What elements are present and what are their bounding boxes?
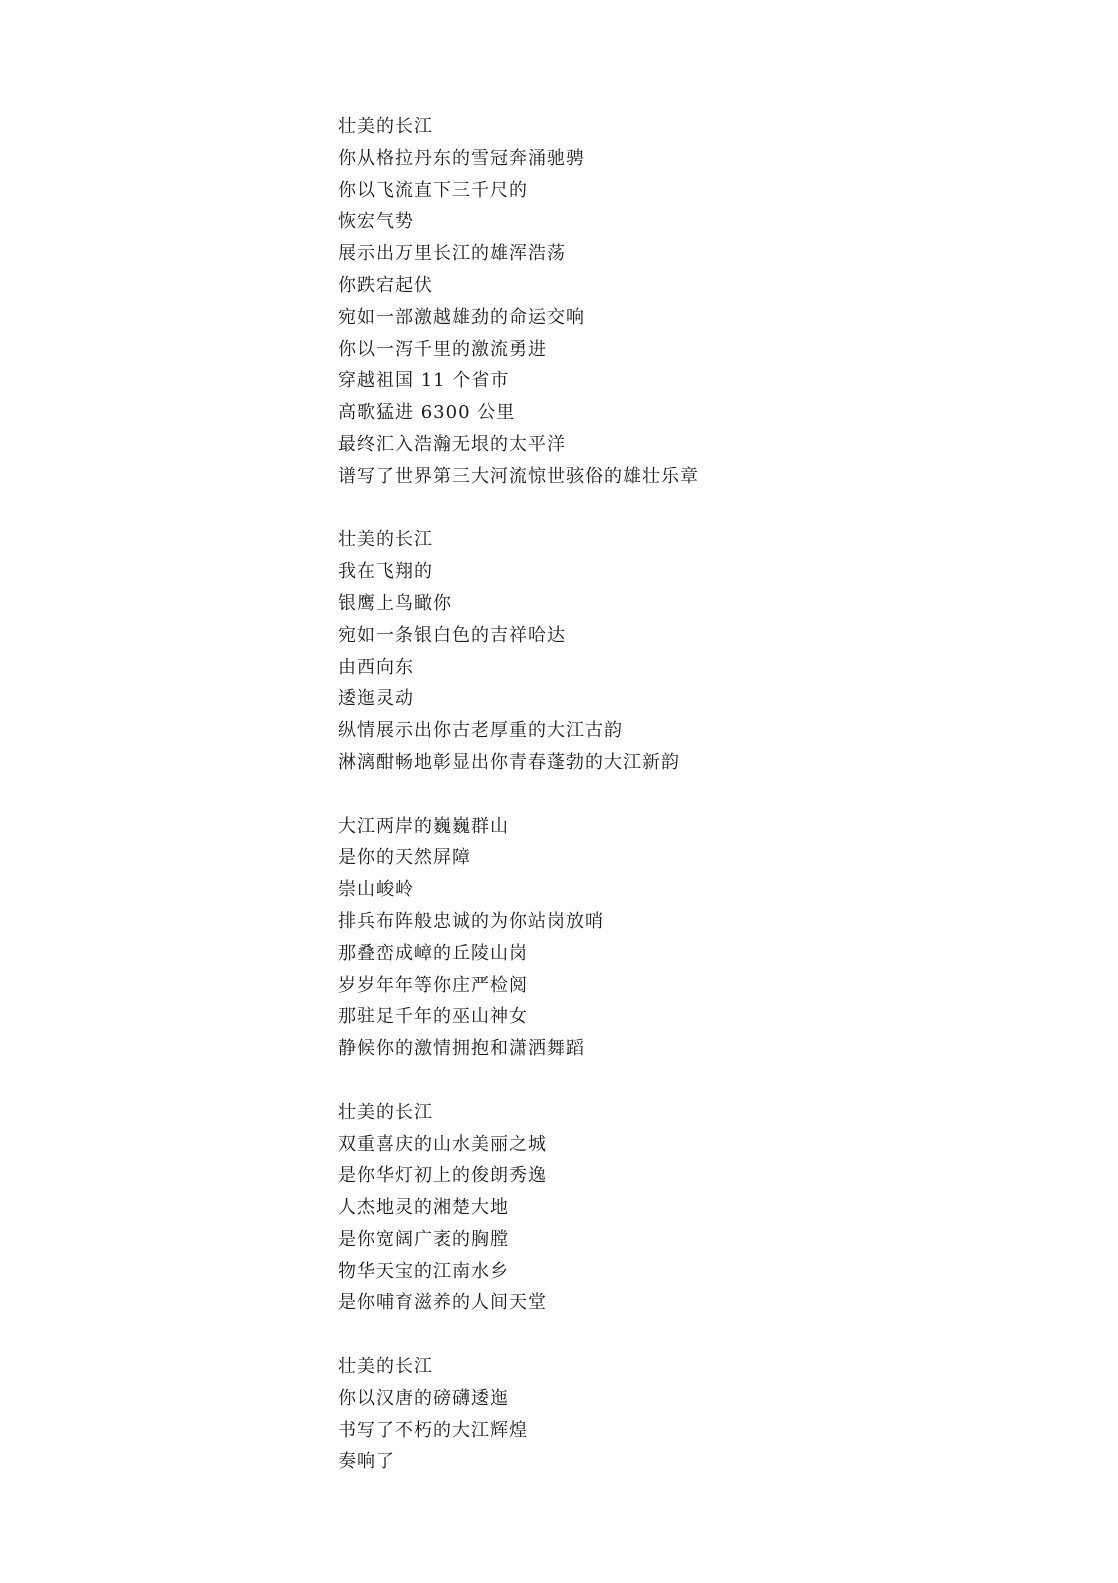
poem-line: 展示出万里长江的雄浑浩荡 — [338, 243, 566, 265]
poem-line: 宛如一条银白色的吉祥哈达 — [338, 624, 566, 646]
poem-line: 由西向东 — [338, 656, 414, 678]
poem-line: 壮美的长江 — [338, 529, 433, 551]
poem-line: 你以飞流直下三千尺的 — [338, 179, 528, 201]
poem-line: 逶迤灵动 — [338, 688, 414, 710]
poem-line: 你以一泻千里的激流勇进 — [338, 338, 547, 360]
stanza-2 — [338, 524, 1038, 778]
poem-line: 奏响了 — [338, 1451, 395, 1473]
poem-line: 壮美的长江 — [338, 1356, 433, 1378]
poem-line: 恢宏气势 — [338, 211, 414, 233]
poem-line: 崇山峻岭 — [338, 879, 414, 901]
poem-line: 最终汇入浩瀚无垠的太平洋 — [338, 433, 566, 455]
poem-line: 人杰地灵的湘楚大地 — [338, 1197, 509, 1219]
poem-line: 是你的天然屏障 — [338, 847, 471, 869]
poem-line: 大江两岸的巍巍群山 — [338, 815, 509, 837]
poem-line: 穿越祖国 11 个省市 — [338, 370, 510, 392]
poem-line: 是你宽阔广袤的胸膛 — [338, 1228, 509, 1250]
stanza-3 — [338, 811, 1038, 1065]
stanza-4 — [338, 1097, 1038, 1320]
poem-line: 那叠峦成嶂的丘陵山岗 — [338, 942, 528, 964]
poem-line: 宛如一部激越雄劲的命运交响 — [338, 306, 585, 328]
poem-line: 岁岁年年等你庄严检阅 — [338, 974, 528, 996]
poem-body — [338, 111, 1038, 1510]
stanza-5 — [338, 1351, 1038, 1478]
poem-line: 静候你的激情拥抱和潇洒舞蹈 — [338, 1038, 585, 1060]
poem-line: 谱写了世界第三大河流惊世骇俗的雄壮乐章 — [338, 465, 699, 487]
stanza-1 — [338, 111, 1038, 493]
poem-line: 那驻足千年的巫山神女 — [338, 1006, 528, 1028]
poem-line: 银鹰上鸟瞰你 — [338, 592, 452, 614]
poem-line: 书写了不朽的大江辉煌 — [338, 1419, 528, 1441]
poem-line: 是你哺育滋养的人间天堂 — [338, 1292, 547, 1314]
poem-line: 壮美的长江 — [338, 116, 433, 137]
poem-line: 高歌猛进 6300 公里 — [338, 402, 516, 424]
poem-line: 我在飞翔的 — [338, 561, 433, 583]
poem-line: 你跌宕起伏 — [338, 274, 433, 296]
poem-line: 纵情展示出你古老厚重的大江古韵 — [338, 720, 623, 742]
poem-line: 排兵布阵般忠诚的为你站岗放哨 — [338, 910, 604, 932]
poem-line: 淋漓酣畅地彰显出你青春蓬勃的大江新韵 — [338, 751, 680, 773]
poem-line: 壮美的长江 — [338, 1101, 433, 1123]
poem-line: 物华天宝的江南水乡 — [338, 1260, 509, 1282]
poem-line: 你从格拉丹东的雪冠奔涌驰骋 — [338, 147, 585, 169]
poem-line: 是你华灯初上的俊朗秀逸 — [338, 1165, 547, 1187]
poem-line: 双重喜庆的山水美丽之城 — [338, 1133, 547, 1155]
poem-line: 你以汉唐的磅礴逶迤 — [338, 1387, 509, 1409]
